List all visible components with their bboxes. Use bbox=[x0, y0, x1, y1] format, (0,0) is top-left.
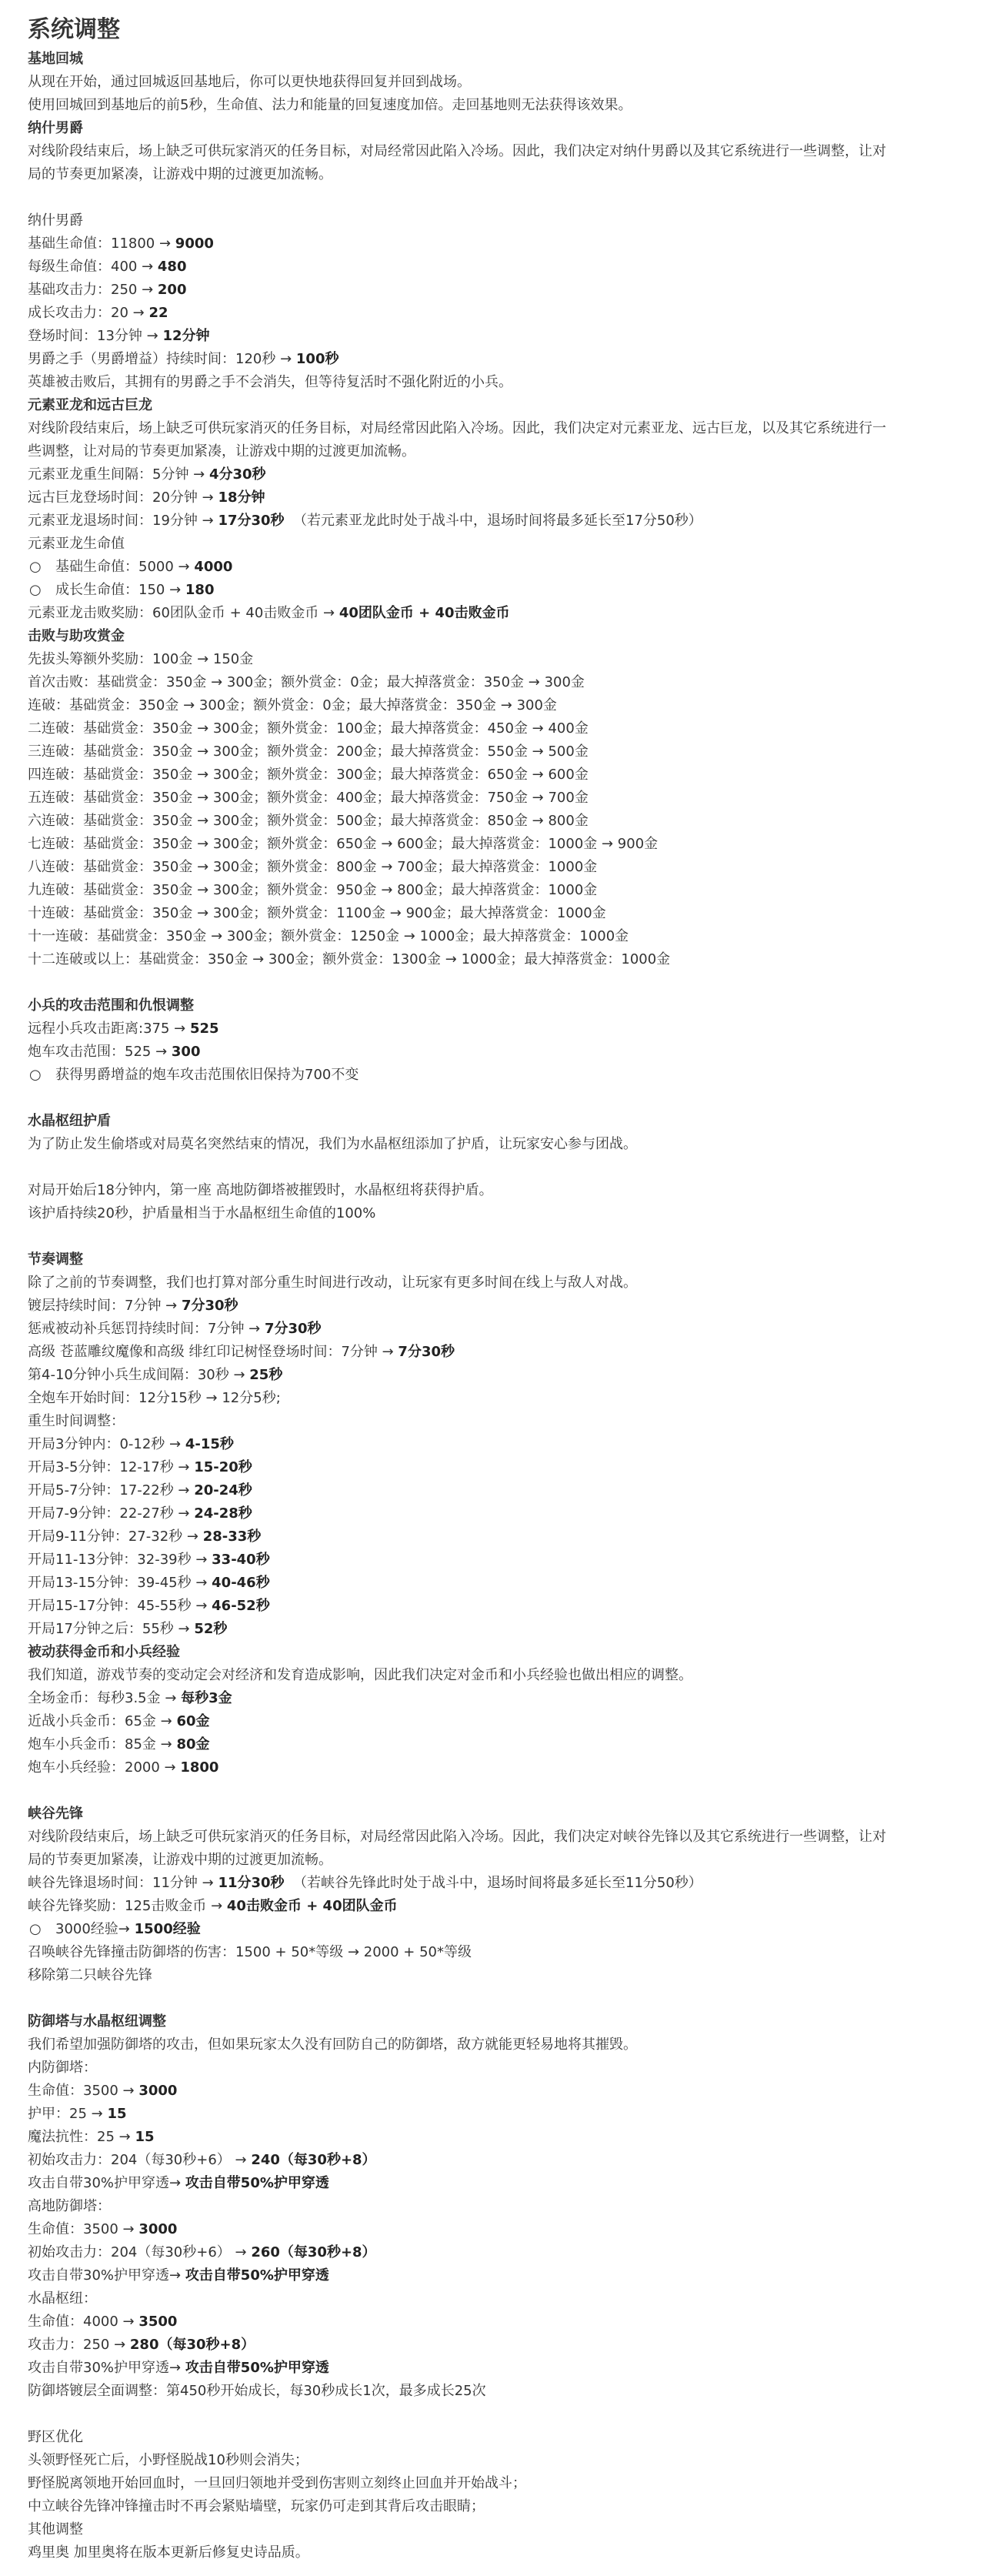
change-line bbox=[28, 486, 987, 510]
change-new-value: 100秒 bbox=[295, 351, 339, 367]
change-line bbox=[28, 232, 987, 256]
change-new-value: 46-52秒 bbox=[212, 1598, 270, 1614]
text-line: 内防御塔： bbox=[28, 2060, 97, 2076]
section-heading: 纳什男爵 bbox=[28, 120, 83, 136]
change-line bbox=[28, 1595, 987, 1618]
change-new-value: 525 bbox=[189, 1021, 219, 1037]
text-line: 对线阶段结束后，场上缺乏可供玩家消灭的任务目标，对局经常因此陷入冷场。因此，我们决定对元素亚龙、远古巨龙，以及其它系统进行一 bbox=[28, 420, 886, 436]
text-line: 移除第二只峡谷先锋 bbox=[28, 1967, 152, 1983]
text-line: 五连破：基础赏金：350金 → 300金；额外赏金：400金；最大掉落赏金：750金 → 700金 bbox=[28, 790, 589, 806]
text-line: 头领野怪死亡后，小野怪脱战10秒则会消失； bbox=[28, 2452, 308, 2468]
change-new-value: 11分30秒 bbox=[218, 1875, 285, 1891]
change-line bbox=[28, 279, 987, 302]
section-heading: 小兵的攻击范围和仇恨调整 bbox=[28, 997, 194, 1014]
change-new-value: 3000 bbox=[138, 2083, 178, 2099]
change-label: 元素亚龙重生间隔：5分钟 → bbox=[28, 466, 209, 483]
change-label: 开局17分钟之后：55秒 → bbox=[28, 1621, 195, 1637]
text-line: 些调整，让对局的节奏更加紧凑，让游戏中期的过渡更加流畅。 bbox=[28, 443, 415, 459]
change-new-value: 280（每30秒+8） bbox=[129, 2337, 255, 2353]
change-label: 基础生命值：11800 → bbox=[28, 236, 175, 252]
change-label: 初始攻击力：204（每30秒+6） → bbox=[28, 2152, 252, 2168]
change-label: 生命值：4000 → bbox=[28, 2314, 139, 2330]
bullet-item bbox=[28, 1918, 987, 1941]
change-new-value: 260（每30秒+8） bbox=[251, 2244, 376, 2260]
change-line bbox=[28, 1364, 987, 1387]
change-line bbox=[28, 2310, 987, 2334]
blank-line bbox=[28, 2403, 987, 2426]
change-label: 成长生命值：150 → bbox=[55, 582, 185, 598]
change-new-value: 7分30秒 bbox=[264, 1321, 322, 1337]
section-heading: 节奏调整 bbox=[28, 1251, 83, 1268]
change-label: 攻击自带30%护甲穿透→ bbox=[28, 2267, 185, 2284]
text-line: 六连破：基础赏金：350金 → 300金；额外赏金：500金；最大掉落赏金：850金 → 800金 bbox=[28, 813, 589, 829]
change-label: 攻击自带30%护甲穿透→ bbox=[28, 2360, 185, 2376]
bullet-marker: ○ bbox=[29, 582, 42, 598]
change-label: 开局3-5分钟：12-17秒 → bbox=[28, 1459, 195, 1475]
text-line: 高地防御塔： bbox=[28, 2198, 111, 2214]
blank-line bbox=[28, 971, 987, 994]
change-line bbox=[28, 2103, 987, 2126]
change-new-value: 15 bbox=[135, 2129, 155, 2145]
change-new-value: 7分30秒 bbox=[181, 1298, 238, 1314]
bullet-item bbox=[28, 1064, 987, 1087]
change-line bbox=[28, 1525, 987, 1549]
change-new-value: 300 bbox=[171, 1044, 201, 1060]
change-label: 魔法抗性：25 → bbox=[28, 2129, 135, 2145]
change-line bbox=[28, 2334, 987, 2357]
change-new-value: 1800 bbox=[180, 1759, 219, 1776]
text-line: 防御塔镀层全面调整：第450秒开始成长，每30秒成长1次，最多成长25次 bbox=[28, 2383, 486, 2399]
change-label: 基础攻击力：250 → bbox=[28, 282, 158, 298]
change-label: 获得男爵增益的炮车攻击范围依旧保持为700不变 bbox=[55, 1067, 359, 1083]
text-line: 使用回城回到基地后的前5秒，生命值、法力和能量的回复速度加倍。走回基地则无法获得该效果。 bbox=[28, 97, 632, 113]
change-line bbox=[28, 1041, 987, 1064]
text-line: 局的节奏更加紧凑，让游戏中期的过渡更加流畅。 bbox=[28, 1852, 332, 1868]
change-label: 惩戒被动补兵惩罚持续时间：7分钟 → bbox=[28, 1321, 265, 1337]
change-new-value: 攻击自带50%护甲穿透 bbox=[185, 2267, 329, 2284]
text-line: 我们希望加强防御塔的攻击，但如果玩家太久没有回防自己的防御塔，敌方就能更轻易地将其摧毁。 bbox=[28, 2036, 637, 2053]
change-new-value: 攻击自带50%护甲穿透 bbox=[185, 2360, 329, 2376]
change-new-value: 9000 bbox=[175, 236, 214, 252]
page-title: 系统调整 bbox=[28, 16, 120, 43]
change-new-value: 180 bbox=[185, 582, 215, 598]
change-new-value: 17分30秒 bbox=[218, 513, 285, 529]
change-new-value: 1500经验 bbox=[134, 1921, 201, 1937]
change-new-value: 18分钟 bbox=[218, 489, 265, 506]
bullet-marker: ○ bbox=[29, 1921, 42, 1937]
change-label: 开局15-17分钟：45-55秒 → bbox=[28, 1598, 212, 1614]
text-line: 三连破：基础赏金：350金 → 300金；额外赏金：200金；最大掉落赏金：550金 → 500金 bbox=[28, 743, 589, 760]
text-line: 元素亚龙生命值 bbox=[28, 536, 125, 552]
change-label: 炮车攻击范围：525 → bbox=[28, 1044, 172, 1060]
change-line bbox=[28, 1433, 987, 1456]
text-line: 其他调整 bbox=[28, 2521, 83, 2538]
change-line bbox=[28, 1756, 987, 1779]
blank-line bbox=[28, 1225, 987, 1248]
change-line bbox=[28, 1687, 987, 1710]
change-label: 登场时间：13分钟 → bbox=[28, 328, 163, 344]
change-label: 攻击自带30%护甲穿透→ bbox=[28, 2175, 185, 2191]
change-label: 生命值：3500 → bbox=[28, 2083, 139, 2099]
change-new-value: 40击败金币 + 40团队金币 bbox=[226, 1898, 398, 1914]
change-line bbox=[28, 1895, 987, 1918]
change-line bbox=[28, 463, 987, 486]
section-heading: 基地回城 bbox=[28, 51, 83, 67]
blank-line bbox=[28, 186, 987, 209]
change-label: 男爵之手（男爵增益）持续时间：120秒 → bbox=[28, 351, 296, 367]
change-label: 护甲：25 → bbox=[28, 2106, 108, 2122]
blank-line bbox=[28, 1156, 987, 1179]
text-line: 局的节奏更加紧凑，让游戏中期的过渡更加流畅。 bbox=[28, 166, 332, 182]
section-heading: 峡谷先锋 bbox=[28, 1806, 83, 1822]
change-new-value: 4-15秒 bbox=[185, 1436, 234, 1452]
change-label: 成长攻击力：20 → bbox=[28, 305, 149, 321]
change-label: 全场金币：每秒3.5金 → bbox=[28, 1690, 182, 1706]
blank-line bbox=[28, 1987, 987, 2010]
change-new-value: 25秒 bbox=[249, 1367, 283, 1383]
text-line: 英雄被击败后，其拥有的男爵之手不会消失，但等待复活时不强化附近的小兵。 bbox=[28, 374, 512, 390]
text-line: 召唤峡谷先锋撞击防御塔的伤害：1500 + 50*等级 → 2000 + 50*等级 bbox=[28, 1944, 472, 1960]
change-label: 炮车小兵经验：2000 → bbox=[28, 1759, 181, 1776]
change-new-value: 80金 bbox=[176, 1736, 210, 1752]
change-line bbox=[28, 1549, 987, 1572]
change-new-value: 20-24秒 bbox=[194, 1482, 252, 1498]
section-heading: 水晶枢纽护盾 bbox=[28, 1113, 111, 1129]
text-line: 十连破：基础赏金：350金 → 300金；额外赏金：1100金 → 900金；最大掉落赏金：1000金 bbox=[28, 905, 606, 921]
change-new-value: 40团队金币 + 40击败金币 bbox=[338, 605, 510, 621]
change-new-value: 15-20秒 bbox=[194, 1459, 252, 1475]
section-heading: 被动获得金币和小兵经验 bbox=[28, 1644, 180, 1660]
change-line bbox=[28, 1295, 987, 1318]
change-line bbox=[28, 510, 987, 533]
change-label: 峡谷先锋奖励：125击败金币 → bbox=[28, 1898, 227, 1914]
change-line bbox=[28, 1341, 987, 1364]
section-heading: 元素亚龙和远古巨龙 bbox=[28, 397, 152, 413]
change-label: 每级生命值：400 → bbox=[28, 259, 158, 275]
change-line bbox=[28, 2080, 987, 2103]
change-line bbox=[28, 2126, 987, 2149]
section-heading: 击败与助攻赏金 bbox=[28, 628, 125, 644]
text-line: 十二连破或以上：基础赏金：350金 → 300金；额外赏金：1300金 → 1000金；最大掉落赏金：1000金 bbox=[28, 951, 671, 967]
change-line bbox=[28, 1572, 987, 1595]
change-new-value: 每秒3金 bbox=[181, 1690, 232, 1706]
change-line bbox=[28, 348, 987, 371]
text-line: 鸡里奥 加里奥将在版本更新后修复史诗品质。 bbox=[28, 2544, 309, 2561]
change-new-value: 60金 bbox=[176, 1713, 210, 1729]
change-new-value: 28-33秒 bbox=[202, 1529, 262, 1545]
change-line bbox=[28, 1733, 987, 1756]
change-label: 峡谷先锋退场时间：11分钟 → bbox=[28, 1875, 218, 1891]
text-line: 除了之前的节奏调整，我们也打算对部分重生时间进行改动，让玩家有更多时间在线上与敌人对战。 bbox=[28, 1275, 637, 1291]
bullet-item bbox=[28, 556, 987, 579]
text-line: 我们知道，游戏节奏的变动定会对经济和发育造成影响，因此我们决定对金币和小兵经验也做出相应的调整。 bbox=[28, 1667, 692, 1683]
change-line bbox=[28, 2241, 987, 2264]
change-note: （若峡谷先锋此时处于战斗中，退场时间将最多延长至11分50秒） bbox=[284, 1875, 702, 1891]
text-line: 十一连破：基础赏金：350金 → 300金；额外赏金：1250金 → 1000金；最大掉落赏金：1000金 bbox=[28, 928, 629, 944]
change-label: 开局5-7分钟：17-22秒 → bbox=[28, 1482, 195, 1498]
text-line: 野怪脱离领地开始回血时，一旦回归领地并受到伤害则立刻终止回血并开始战斗； bbox=[28, 2475, 526, 2491]
text-line: 八连破：基础赏金：350金 → 300金；额外赏金：800金 → 700金；最大掉落赏金：1000金 bbox=[28, 859, 598, 875]
text-line: 为了防止发生偷塔或对局莫名突然结束的情况，我们为水晶枢纽添加了护盾，让玩家安心参与团战。 bbox=[28, 1136, 637, 1152]
change-line bbox=[28, 602, 987, 625]
change-label: 高级 苍蓝雕纹魔像和高级 绯红印记树怪登场时间：7分钟 → bbox=[28, 1344, 398, 1360]
text-line: 二连破：基础赏金：350金 → 300金；额外赏金：100金；最大掉落赏金：450金 → 400金 bbox=[28, 720, 589, 737]
text-line: 首次击败：基础赏金：350金 → 300金；额外赏金：0金；最大掉落赏金：350金 → 300金 bbox=[28, 674, 585, 690]
text-line: 水晶枢纽： bbox=[28, 2290, 97, 2307]
change-label: 镀层持续时间：7分钟 → bbox=[28, 1298, 182, 1314]
text-line: 重生时间调整： bbox=[28, 1413, 125, 1429]
text-line: 全炮车开始时间：12分15秒 → 12分5秒; bbox=[28, 1390, 281, 1406]
change-label: 攻击力：250 → bbox=[28, 2337, 130, 2353]
bullet-item bbox=[28, 579, 987, 602]
change-new-value: 24-28秒 bbox=[194, 1505, 252, 1522]
change-label: 开局13-15分钟：39-45秒 → bbox=[28, 1575, 212, 1591]
text-line: 对局开始后18分钟内，第一座 高地防御塔被摧毁时，水晶枢纽将获得护盾。 bbox=[28, 1182, 493, 1198]
text-line: 四连破：基础赏金：350金 → 300金；额外赏金：300金；最大掉落赏金：650金 → 600金 bbox=[28, 767, 589, 783]
change-label: 远古巨龙登场时间：20分钟 → bbox=[28, 489, 218, 506]
change-line bbox=[28, 1710, 987, 1733]
change-new-value: 33-40秒 bbox=[212, 1552, 270, 1568]
change-line bbox=[28, 1502, 987, 1525]
text-line: 先拔头筹额外奖励：100金 → 150金 bbox=[28, 651, 254, 667]
change-line bbox=[28, 1872, 987, 1895]
change-new-value: 240（每30秒+8） bbox=[251, 2152, 376, 2168]
change-label: 初始攻击力：204（每30秒+6） → bbox=[28, 2244, 252, 2260]
text-line: 该护盾持续20秒，护盾量相当于水晶枢纽生命值的100% bbox=[28, 1205, 376, 1221]
change-new-value: 攻击自带50%护甲穿透 bbox=[185, 2175, 329, 2191]
change-line bbox=[28, 2218, 987, 2241]
change-label: 基础生命值：5000 → bbox=[55, 559, 195, 575]
text-line: 九连破：基础赏金：350金 → 300金；额外赏金：950金 → 800金；最大掉落赏金：1000金 bbox=[28, 882, 598, 898]
change-line bbox=[28, 1318, 987, 1341]
change-new-value: 22 bbox=[148, 305, 168, 321]
change-new-value: 4000 bbox=[194, 559, 233, 575]
change-label: 元素亚龙击败奖励：60团队金币 + 40击败金币 → bbox=[28, 605, 339, 621]
change-line bbox=[28, 2357, 987, 2380]
change-label: 3000经验→ bbox=[55, 1921, 135, 1937]
change-label: 远程小兵攻击距离:375 → bbox=[28, 1021, 190, 1037]
change-line bbox=[28, 1456, 987, 1479]
text-line: 七连破：基础赏金：350金 → 300金；额外赏金：650金 → 600金；最大掉落赏金：1000金 → 900金 bbox=[28, 836, 659, 852]
change-label: 近战小兵金币：65金 → bbox=[28, 1713, 177, 1729]
bullet-marker: ○ bbox=[29, 559, 42, 575]
change-line bbox=[28, 2172, 987, 2195]
change-new-value: 480 bbox=[157, 259, 187, 275]
text-line: 纳什男爵 bbox=[28, 212, 83, 229]
section-heading: 防御塔与水晶枢纽调整 bbox=[28, 2013, 166, 2030]
change-new-value: 40-46秒 bbox=[212, 1575, 270, 1591]
change-new-value: 52秒 bbox=[194, 1621, 228, 1637]
change-new-value: 4分30秒 bbox=[208, 466, 266, 483]
change-line bbox=[28, 256, 987, 279]
change-new-value: 7分30秒 bbox=[398, 1344, 455, 1360]
change-label: 第4-10分钟小兵生成间隔：30秒 → bbox=[28, 1367, 250, 1383]
text-line: 中立峡谷先锋冲锋撞击时不再会紧贴墙壁，玩家仍可走到其背后攻击眼睛； bbox=[28, 2498, 485, 2514]
change-line bbox=[28, 1017, 987, 1041]
article-body bbox=[28, 48, 987, 2564]
text-line: 从现在开始，通过回城返回基地后，你可以更快地获得回复并回到战场。 bbox=[28, 74, 471, 90]
text-line: 对线阶段结束后，场上缺乏可供玩家消灭的任务目标，对局经常因此陷入冷场。因此，我们决定对纳什男爵以及其它系统进行一些调整，让对 bbox=[28, 143, 886, 159]
change-label: 开局3分钟内：0-12秒 → bbox=[28, 1436, 185, 1452]
change-line bbox=[28, 2264, 987, 2287]
change-line bbox=[28, 302, 987, 325]
change-line bbox=[28, 2149, 987, 2172]
change-new-value: 15 bbox=[107, 2106, 127, 2122]
change-line bbox=[28, 1618, 987, 1641]
blank-line bbox=[28, 1779, 987, 1803]
change-new-value: 3500 bbox=[138, 2314, 178, 2330]
change-label: 开局7-9分钟：22-27秒 → bbox=[28, 1505, 195, 1522]
change-note: （若元素亚龙此时处于战斗中，退场时间将最多延长至17分50秒） bbox=[284, 513, 702, 529]
text-line: 连破：基础赏金：350金 → 300金；额外赏金：0金；最大掉落赏金：350金 → 300金 bbox=[28, 697, 557, 713]
change-new-value: 12分钟 bbox=[162, 328, 210, 344]
change-new-value: 200 bbox=[157, 282, 187, 298]
change-label: 元素亚龙退场时间：19分钟 → bbox=[28, 513, 218, 529]
change-new-value: 3000 bbox=[138, 2221, 178, 2237]
bullet-marker: ○ bbox=[29, 1067, 42, 1083]
change-line bbox=[28, 1479, 987, 1502]
text-line: 对线阶段结束后，场上缺乏可供玩家消灭的任务目标，对局经常因此陷入冷场。因此，我们决定对峡谷先锋以及其它系统进行一些调整，让对 bbox=[28, 1829, 886, 1845]
change-line bbox=[28, 325, 987, 348]
change-label: 开局11-13分钟：32-39秒 → bbox=[28, 1552, 212, 1568]
change-label: 开局9-11分钟：27-32秒 → bbox=[28, 1529, 203, 1545]
change-label: 炮车小兵金币：85金 → bbox=[28, 1736, 177, 1752]
blank-line bbox=[28, 1087, 987, 1110]
text-line: 野区优化 bbox=[28, 2429, 83, 2445]
change-label: 生命值：3500 → bbox=[28, 2221, 139, 2237]
